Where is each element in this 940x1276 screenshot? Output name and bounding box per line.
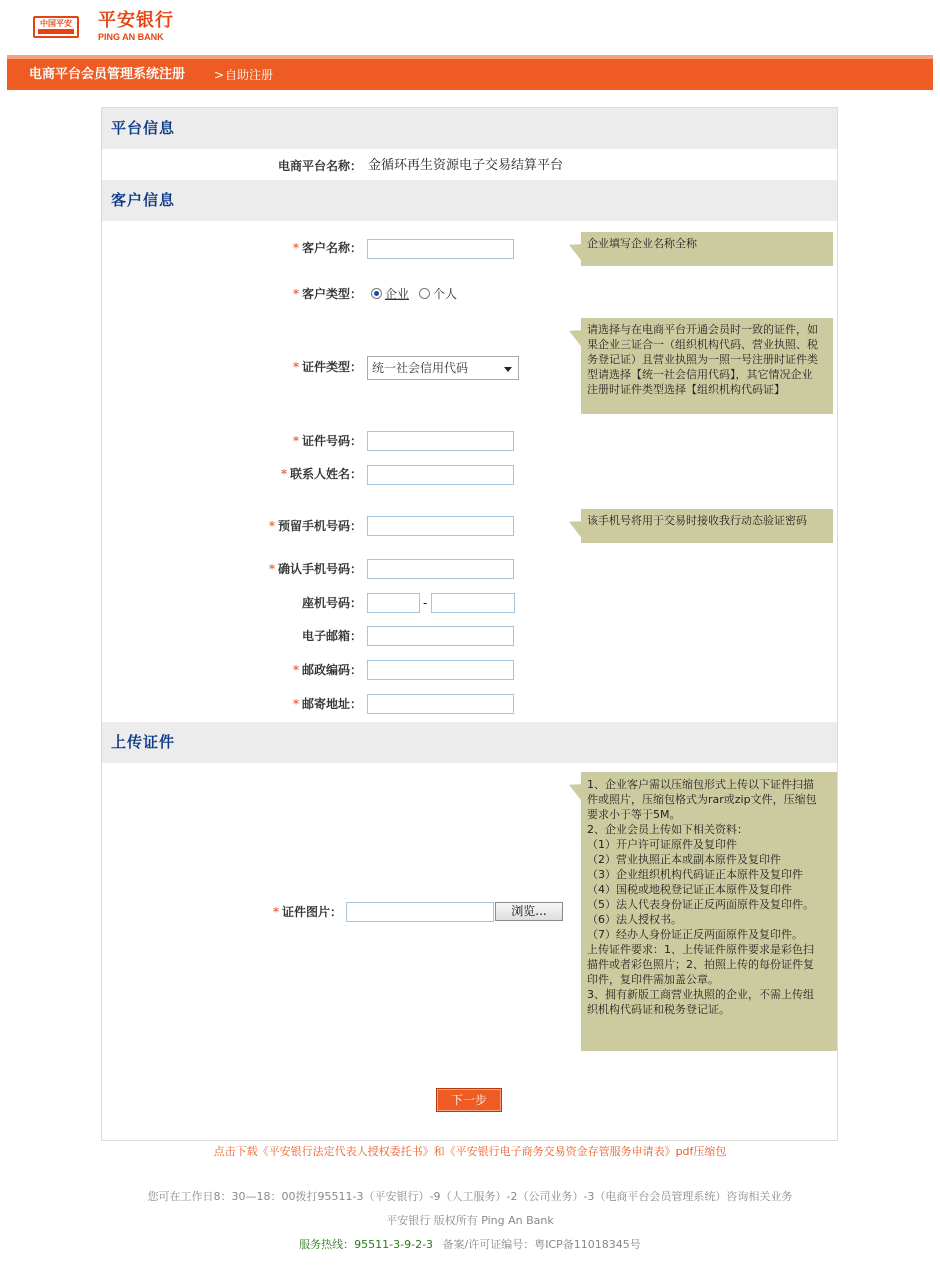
customer-name-input[interactable] [367,239,514,259]
upload-section-header [102,722,837,763]
platform-name-value: 金循环再生资源电子交易结算平台 [368,158,564,173]
landline-number-input[interactable] [431,593,515,613]
contact-name-input[interactable] [367,465,514,485]
landline-area-input[interactable] [367,593,420,613]
site-header [0,0,940,54]
landline-label: 座机号码： [301,596,362,610]
section-title: 客户信息 [111,191,176,209]
postcode-label: * 邮政编码： [292,663,362,677]
cert-type-tip: 请选择与在电商平台开通会员时一致的证件，如 果企业三证合一（组织机构代码、营业执照、税 务登记证）且营业执照为一照一号注册时证件类 型请选择【统一社会信用代码】，其它情况企业 注册时证件类型选择【组织机构代码证】 [581,318,833,414]
cert-image-file-input[interactable] [346,902,494,922]
logo-bar [38,29,74,34]
platform-name-label: 电商平台名称： [277,159,362,173]
footer-icp: 备案/许可证编号：粤ICP备11018345号 [442,1238,641,1251]
customer-type-individual-radio[interactable] [419,288,430,299]
nav-bar [7,55,933,90]
download-forms-link[interactable]: 点击下载《平安银行法定代表人授权委托书》和《平安银行电子商务交易资金存管服务申请表》pdf压缩包 [213,1145,727,1158]
landline-separator: - [423,596,428,610]
footer-contact [0,1238,940,1252]
customer-type-enterprise-radio[interactable] [371,288,382,299]
cert-no-input[interactable] [367,431,514,451]
footer-copyright: 平安银行 版权所有 Ping An Bank [386,1214,554,1227]
chevron-down-icon [504,367,512,372]
section-title: 上传证件 [111,733,176,751]
breadcrumb-separator: > [214,68,225,82]
customer-name-label: * 客户名称： [292,241,362,255]
logo-text: 中国平安 [40,19,72,28]
mobile-confirm-input[interactable] [367,559,514,579]
cert-type-label: * 证件类型： [292,360,362,374]
cert-type-selected: 统一社会信用代码 [372,361,469,375]
brand-name-cn: 平安银行 [98,10,174,31]
registration-panel [101,107,838,1141]
cert-no-label: * 证件号码： [292,434,362,448]
footer-hotline: 服务热线：95511-3-9-2-3 [299,1238,434,1251]
address-label: * 邮寄地址： [292,697,362,711]
mobile-confirm-label: * 确认手机号码： [268,562,362,576]
mobile-label: * 预留手机号码： [268,519,362,533]
email-input[interactable] [367,626,514,646]
email-label: 电子邮箱： [301,629,362,643]
cert-image-label: * 证件图片： [272,905,342,919]
customer-type-enterprise-label[interactable]: 企业 [385,287,410,301]
customer-section-header [102,180,837,221]
customer-type-label: * 客户类型： [292,287,362,301]
cert-type-select[interactable] [367,356,519,380]
mobile-tip: 该手机号将用于交易时接收我行动态验证密码 [581,509,833,543]
upload-tip: 1、企业客户需以压缩包形式上传以下证件扫描 件或照片，压缩包格式为rar或zip文件，压缩包 要求小于等于5M。 2、企业会员上传如下相关资料： （1）开户许可证原件及复印件 （2）营业执照正本或副本原件及复印件 （3）企业组织机构代码证正本原件及复印件 （4）国税或地税登记证正本原件及复印件 （5）法人代表身份证正反两面原件及复印件。 （6）法人授权书。 （7）经办人身份证正反两面原件及复印件。 上传证件要求：1、上传证件原件要求是彩色扫 描件或者彩色照片；2、拍照上传的每份证件复 印件，复印件需加盖公章。 3、拥有新版工商营业执照的企业，不需上传组 织机构代码证和税务登记证。 [581,772,837,1051]
contact-name-label: * 联系人姓名： [280,467,362,481]
nav-current: 自助注册 [225,68,274,82]
nav-title[interactable]: 电商平台会员管理系统注册 [29,67,186,82]
pingan-logo [33,16,79,38]
mobile-input[interactable] [367,516,514,536]
section-title: 平台信息 [111,119,176,137]
next-step-button[interactable]: 下一步 [436,1088,502,1112]
customer-type-individual-label[interactable]: 个人 [433,287,458,301]
customer-name-tip: 企业填写企业名称全称 [581,232,833,266]
platform-section-header [102,108,837,149]
postcode-input[interactable] [367,660,514,680]
address-input[interactable] [367,694,514,714]
browse-button[interactable]: 浏览... [495,902,563,921]
brand-name-en: PING AN BANK [98,32,164,42]
footer-service-hours: 您可在工作日8：30—18：00拨打95511-3（平安银行）-9（人工服务）-2（公司业务）-3（电商平台会员管理系统）咨询相关业务 [147,1190,793,1203]
